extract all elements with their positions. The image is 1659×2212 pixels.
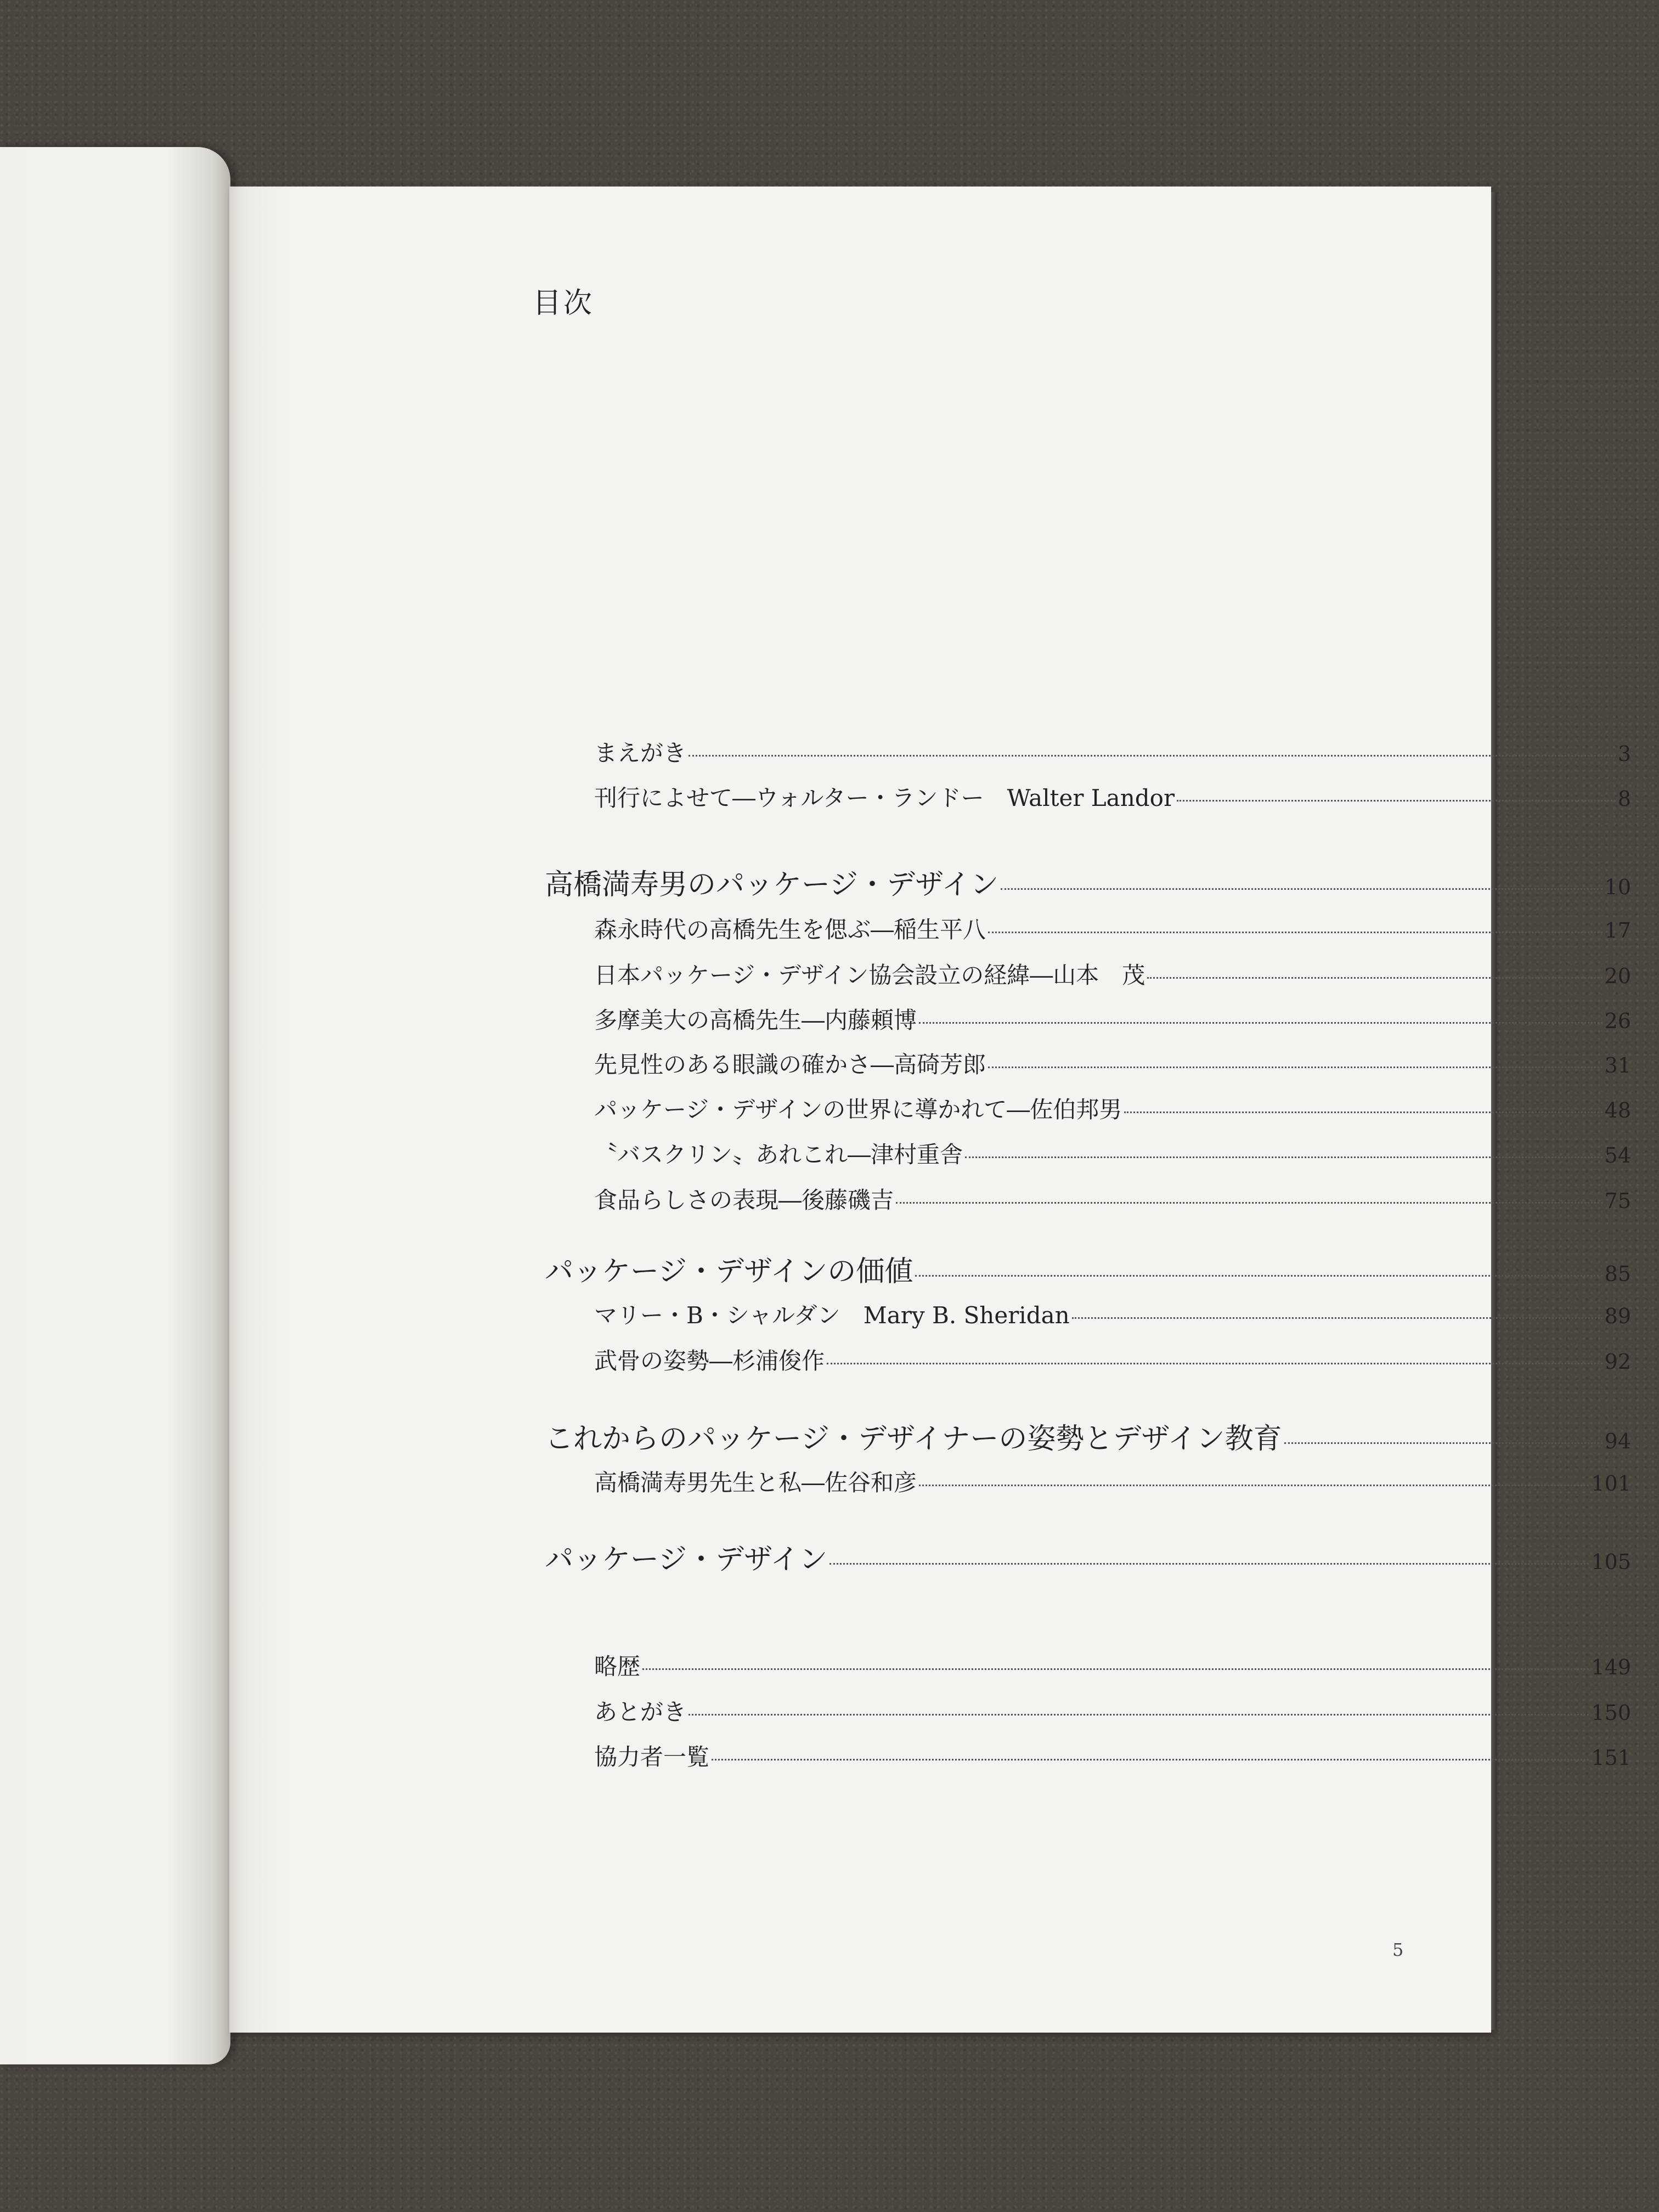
toc-entry-page: 10: [1604, 875, 1631, 899]
toc-entry: [594, 1047, 1631, 1080]
toc-entry-label: 協力者一覧: [594, 1743, 710, 1770]
toc-entry-page: 31: [1604, 1053, 1631, 1077]
toc-entry-label: 多摩美大の高橋先生―内藤頼博: [594, 1007, 917, 1034]
dot-leader: [915, 1275, 1602, 1277]
toc-entry-label: パッケージ・デザインの世界に導かれて―佐伯邦男: [594, 1096, 1122, 1123]
dot-leader: [689, 1714, 1589, 1716]
dot-leader: [1124, 1111, 1602, 1113]
dot-leader: [827, 1363, 1602, 1364]
toc-entry-page: 89: [1604, 1304, 1631, 1328]
dot-leader: [1147, 977, 1602, 979]
toc-entry: [594, 735, 1631, 768]
page-number: 5: [1392, 1939, 1404, 1960]
dot-leader: [689, 755, 1616, 757]
toc-entry-page: 54: [1604, 1143, 1631, 1167]
toc-entry-label: 武骨の姿勢―杉浦俊作: [594, 1347, 825, 1374]
dot-leader: [896, 1202, 1602, 1204]
toc-entry-page: 94: [1604, 1429, 1631, 1453]
toc-entry-label: 〝バスクリン〟あれこれ―津村重舎: [594, 1141, 963, 1168]
toc-entry-label: 先見性のある眼識の確かさ―高碕芳郎: [594, 1051, 986, 1078]
toc-entry-page: 101: [1591, 1471, 1631, 1496]
toc-entry-label: 高橋満寿男のパッケージ・デザイン: [545, 868, 999, 901]
toc-entry-page: 17: [1604, 918, 1631, 943]
toc-entry-page: 151: [1591, 1746, 1631, 1770]
toc-entry-page: 75: [1604, 1189, 1631, 1213]
toc-entry-label: パッケージ・デザインの価値: [545, 1255, 913, 1288]
dot-leader: [1284, 1442, 1602, 1444]
dot-leader: [642, 1668, 1589, 1670]
toc-entry-page: 3: [1617, 742, 1631, 766]
toc-entry-label: 食品らしさの表現―後藤磯吉: [594, 1187, 894, 1214]
toc-entry-label: 高橋満寿男先生と私―佐谷和彦: [594, 1469, 917, 1496]
toc-entry: [594, 1694, 1631, 1727]
toc-section-entry: [545, 1415, 1631, 1457]
toc-entry: [594, 1092, 1631, 1125]
toc-entry-label: 日本パッケージ・デザイン協会設立の経緯―山本 茂: [594, 962, 1146, 989]
toc-entry-label: あとがき: [594, 1699, 687, 1725]
right-page: [229, 187, 1631, 2033]
dot-leader: [919, 1485, 1589, 1486]
toc-entry-label: マリー・B・シャルダン Mary B. Sheridan: [594, 1302, 1070, 1329]
dot-leader: [965, 1156, 1602, 1158]
toc-entry: [594, 1343, 1631, 1376]
toc-section-entry: [545, 1536, 1631, 1577]
toc-entry: [594, 1297, 1631, 1330]
toc-entry-page: 150: [1591, 1701, 1631, 1725]
dot-leader: [988, 932, 1602, 933]
toc-entry-label: 略歴: [594, 1653, 641, 1680]
dot-leader: [712, 1759, 1589, 1760]
toc-entry: [594, 957, 1631, 990]
toc-entry-label: これからのパッケージ・デザイナーの姿勢とデザイン教育: [545, 1423, 1282, 1455]
page-title: 目次: [533, 287, 595, 320]
toc-entry-page: 8: [1617, 787, 1631, 811]
toc-entry-label: 刊行によせて―ウォルター・ランドー Walter Landor: [594, 785, 1175, 811]
dot-leader: [988, 1066, 1602, 1068]
toc-entry: [594, 1137, 1631, 1170]
toc-entry-label: まえがき: [594, 740, 687, 766]
toc-section-entry: [545, 861, 1631, 902]
toc-entry: [594, 1739, 1631, 1772]
left-page: [0, 147, 230, 2064]
dot-leader: [919, 1022, 1602, 1024]
toc-section-entry: [545, 1248, 1631, 1289]
toc-entry-page: 149: [1591, 1655, 1631, 1679]
toc-entry-label: パッケージ・デザイン: [545, 1543, 828, 1576]
dot-leader: [1177, 800, 1616, 802]
toc-entry: [594, 780, 1631, 813]
toc-entry: [594, 1465, 1631, 1498]
toc-entry-page: 20: [1604, 964, 1631, 988]
toc-entry-page: 48: [1604, 1098, 1631, 1122]
toc-entry-page: 92: [1604, 1350, 1631, 1374]
toc-entry-page: 105: [1591, 1550, 1631, 1574]
toc-entry-page: 26: [1604, 1009, 1631, 1033]
dot-leader: [1072, 1317, 1602, 1319]
toc-entry: [594, 912, 1631, 945]
toc-entry: [594, 1002, 1631, 1035]
dot-leader: [1001, 888, 1602, 890]
toc-entry: [594, 1182, 1631, 1215]
dot-leader: [830, 1563, 1589, 1565]
toc-entry-label: 森永時代の高橋先生を偲ぶ―稲生平八: [594, 916, 986, 943]
toc-entry-page: 85: [1604, 1262, 1631, 1286]
toc-entry: [594, 1649, 1631, 1681]
